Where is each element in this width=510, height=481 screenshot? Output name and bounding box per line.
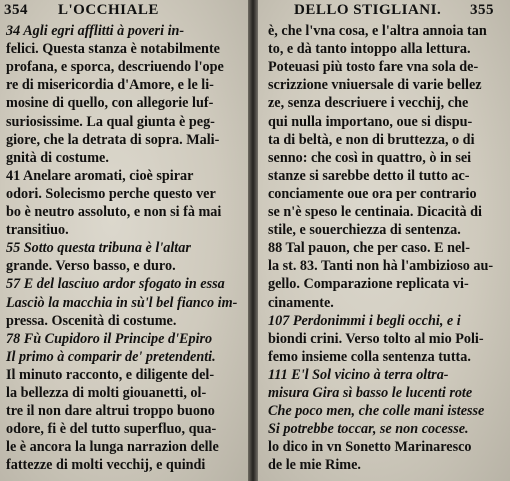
text-line: giore, che la detrata di sopra. Mali- <box>6 131 220 148</box>
text-line: transitiuo. <box>6 222 69 239</box>
text-line: bo è neutro assoluto, e non si fà mai <box>6 204 222 220</box>
text-line: Il primo à comparir de' pretendenti. <box>6 348 216 365</box>
text-line: de le mie Rime. <box>268 457 361 474</box>
text-line: 41 Anelare aromati, cioè spirar <box>6 167 194 184</box>
left-page-header <box>0 2 248 22</box>
text-line: pressa. Oscenità di costume. <box>6 312 177 329</box>
text-line: Lasciò la macchia in sù'l bel fianco im- <box>6 294 238 311</box>
text-line: 55 Sotto questa tribuna è l'altar <box>6 240 191 257</box>
text-line: Poteuasi più tosto fare vna sola de- <box>268 59 479 76</box>
text-line: 78 Fù Cupidoro il Principe d'Epiro <box>6 330 213 347</box>
left-page <box>0 0 248 481</box>
text-line: 57 E del lasciuo ardor sfogato in essa <box>6 276 225 293</box>
text-line: scrizzione vniuersale di varie bellez <box>268 77 482 94</box>
text-line: 34 Agli egri afflitti à poveri in- <box>6 23 185 39</box>
text-line: Il minuto racconto, e diligente del- <box>6 366 215 383</box>
running-head: DELLO STIGLIANI. <box>294 2 442 18</box>
text-line: fattezze di molti vecchij, e quindi <box>6 457 206 474</box>
text-line: senno: che così in quattro, ò in sei <box>268 149 472 166</box>
page-number: 355 <box>470 2 494 18</box>
text-line: gello. Comparazione replicata vi- <box>268 276 469 293</box>
book-gutter <box>248 0 258 481</box>
text-line: la st. 83. Tanti non hà l'ambizioso au- <box>268 258 494 275</box>
text-line: 88 Tal pauon, che per caso. E nel- <box>268 240 470 257</box>
text-line: re di misericordia d'Amore, e le li- <box>6 77 214 94</box>
text-line: suriosissime. La qual giunta è peg- <box>6 113 215 130</box>
text-line: stile, e souerchiezza di sentenza. <box>268 222 461 239</box>
text-line: stanze si sarebbe detto il tutto ac- <box>268 167 470 184</box>
text-line: se n'è speso le centinaia. Dicacità di <box>268 204 482 220</box>
text-line: le è ancora la lunga narrazion delle <box>6 439 219 456</box>
text-line: 111 E'l Sol vicino à terra oltra- <box>268 366 449 383</box>
text-line: lo dico in vn Sonetto Marinaresco <box>268 439 472 456</box>
text-line: conciamente oue ora per contrario <box>268 185 477 202</box>
text-line: 107 Perdonimmi i begli occhi, e i <box>268 312 461 329</box>
text-line: Si potrebbe toccar, se non cocesse. <box>268 421 469 438</box>
right-page <box>258 0 510 481</box>
text-line: profana, e sporca, descriuendo l'ope <box>6 59 224 76</box>
text-line: felici. Questa stanza è notabilmente <box>6 41 220 58</box>
text-line: femo insieme colla sentenza tutta. <box>268 348 471 365</box>
text-line: to, e dà tanto intoppo alla lettura. <box>268 41 471 58</box>
text-line: ta di beltà, e non di bruttezza, o di <box>268 131 475 148</box>
text-line: odore, fi è del tutto superfluo, qua- <box>6 421 217 438</box>
right-page-header <box>258 2 510 22</box>
text-line: Che poco men, che colle mani istesse <box>268 403 485 420</box>
text-line: la bellezza di molti giouanetti, ol- <box>6 385 207 401</box>
text-line: mosine di quello, con allegorie luf- <box>6 95 214 112</box>
text-line: tre il non dare altrui troppo buono <box>6 403 215 420</box>
text-line: odori. Solecismo perche questo ver <box>6 185 216 202</box>
text-line: è, che l'vna cosa, e l'altra annoia tan <box>268 23 487 39</box>
text-line: qui nulla importano, oue si dispu- <box>268 113 473 130</box>
text-line: biondi crini. Verso tolto al mio Poli- <box>268 330 484 347</box>
running-head: L'OCCHIALE <box>58 2 159 18</box>
text-line: ze, senza descriuere i vecchij, che <box>268 95 469 112</box>
text-line: grande. Verso basso, e duro. <box>6 258 176 275</box>
page-number: 354 <box>4 2 28 18</box>
text-line: misura Gira sì basso le lucenti rote <box>268 385 473 401</box>
text-line: cinamente. <box>268 294 334 311</box>
text-line: gnità di costume. <box>6 149 109 166</box>
